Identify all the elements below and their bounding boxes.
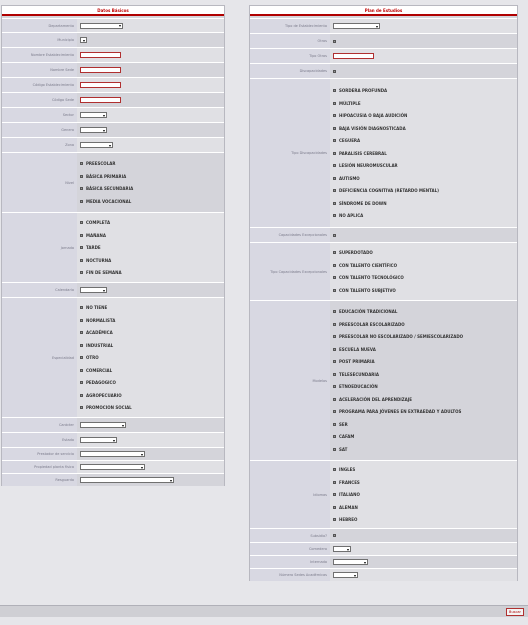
checkbox[interactable] xyxy=(333,435,336,438)
especialidad-option[interactable]: NO TIENE xyxy=(80,301,224,314)
row-especialidad xyxy=(2,297,224,417)
label-propiedad: Propiedad planta física xyxy=(2,461,77,473)
label-codigo-sede: Código Sede xyxy=(2,93,77,107)
checkbox[interactable] xyxy=(80,356,83,359)
estado-select[interactable] xyxy=(80,437,117,443)
row-estado xyxy=(2,432,224,447)
discapacidad-option[interactable]: HIPOACUSIA O BAJA AUDICIÓN xyxy=(333,109,517,122)
checkbox[interactable] xyxy=(80,200,83,203)
idioma-option[interactable]: HEBREO xyxy=(333,513,517,526)
discapacidad-option[interactable]: SORDERA PROFUNDA xyxy=(333,84,517,97)
especialidad-option[interactable]: OTRO xyxy=(80,351,224,364)
row-discapacidades xyxy=(250,63,517,78)
bottom-bar xyxy=(0,605,528,617)
modelo-option[interactable]: EDUCACIÓN TRADICIONAL xyxy=(333,306,517,319)
jornada-option[interactable]: MAÑANA xyxy=(80,229,224,242)
checkbox[interactable] xyxy=(333,289,336,292)
row-prestador xyxy=(2,447,224,460)
label-jornada: Jornada xyxy=(2,213,77,282)
label-estado: Estado xyxy=(2,433,77,447)
capacidad-option[interactable]: CON TALENTO TECNOLÓGICO xyxy=(333,272,517,285)
checkbox[interactable] xyxy=(333,264,336,267)
discapacidad-option[interactable]: MÚLTIPLE xyxy=(333,97,517,110)
label-tipo-discapacidades: Tipo Discapacidades xyxy=(250,79,330,227)
prestador-select[interactable] xyxy=(80,451,145,457)
modelo-option[interactable]: SAT xyxy=(333,443,517,456)
checkbox[interactable] xyxy=(333,276,336,279)
row-propiedad xyxy=(2,460,224,473)
checkbox[interactable] xyxy=(80,394,83,397)
modelo-option[interactable]: PREESCOLAR ESCOLARIZADO xyxy=(333,318,517,331)
checkbox[interactable] xyxy=(333,189,336,192)
row-tipo-establecimiento xyxy=(250,18,517,33)
label-municipio: Municipio xyxy=(2,33,77,47)
especialidad-option[interactable]: AGROPECUARIO xyxy=(80,389,224,402)
row-nivel xyxy=(2,152,224,212)
row-nombre-sede xyxy=(2,62,224,77)
jornada-option[interactable]: TARDE xyxy=(80,241,224,254)
discapacidad-option[interactable]: AUTISMO xyxy=(333,172,517,185)
especialidad-option[interactable]: COMERCIAL xyxy=(80,364,224,377)
modelo-option[interactable]: POST PRIMARIA xyxy=(333,356,517,369)
especialidad-option[interactable]: PEDAGOGICO xyxy=(80,376,224,389)
checkbox[interactable] xyxy=(333,323,336,326)
checkbox[interactable] xyxy=(80,344,83,347)
tipo-establecimiento-select[interactable] xyxy=(333,23,380,29)
checkbox[interactable] xyxy=(80,381,83,384)
checkbox[interactable] xyxy=(80,369,83,372)
checkbox[interactable] xyxy=(80,221,83,224)
especialidad-option[interactable]: INDUSTRIAL xyxy=(80,339,224,352)
checkbox[interactable] xyxy=(80,187,83,190)
checkbox[interactable] xyxy=(333,114,336,117)
checkbox[interactable] xyxy=(333,468,336,471)
row-tipo-capacidades xyxy=(250,242,517,300)
checkbox[interactable] xyxy=(333,360,336,363)
checkbox[interactable] xyxy=(80,259,83,262)
checkbox[interactable] xyxy=(333,102,336,105)
nivel-option[interactable]: MEDIA VOCACIONAL xyxy=(80,195,224,208)
checkbox[interactable] xyxy=(80,175,83,178)
checkbox[interactable] xyxy=(333,373,336,376)
checkbox[interactable] xyxy=(80,234,83,237)
row-numero-sedes xyxy=(250,568,517,581)
codigo-sede-input[interactable] xyxy=(80,97,121,103)
label-especialidad: Especialidad xyxy=(2,298,77,417)
row-resguardo xyxy=(2,473,224,486)
checkbox[interactable] xyxy=(333,410,336,413)
propiedad-select[interactable] xyxy=(80,464,145,470)
discapacidades-checkbox[interactable] xyxy=(333,70,336,73)
checkbox[interactable] xyxy=(80,246,83,249)
label-nivel: Nivel xyxy=(2,153,77,212)
modelo-option[interactable]: ETNOEDUCACIÓN xyxy=(333,381,517,394)
checkbox[interactable] xyxy=(333,398,336,401)
codigo-establecimiento-input[interactable] xyxy=(80,82,121,88)
checkbox[interactable] xyxy=(333,448,336,451)
nombre-sede-input[interactable] xyxy=(80,67,121,73)
modelo-option[interactable]: ESCUELA NUEVA xyxy=(333,343,517,356)
modelo-option[interactable]: ACELERACIÓN DEL APRENDIZAJE xyxy=(333,393,517,406)
jornada-option[interactable]: COMPLETA xyxy=(80,216,224,229)
idioma-option[interactable]: INGLES xyxy=(333,463,517,476)
modelo-option[interactable]: PREESCOLAR NO ESCOLARIZADO / SEMIESCOLARIZADO xyxy=(333,331,517,344)
comedero-select[interactable] xyxy=(333,546,351,552)
checkbox[interactable] xyxy=(333,139,336,142)
checkbox[interactable] xyxy=(80,406,83,409)
checkbox[interactable] xyxy=(333,152,336,155)
label-tipo-capacidades: Tipo Capacidades Excepcionales xyxy=(250,243,330,300)
label-capacidades: Capacidades Excepcionales xyxy=(250,228,330,242)
discapacidad-option[interactable]: NO APLICA xyxy=(333,209,517,222)
label-otros: Otros xyxy=(250,34,330,48)
checkbox[interactable] xyxy=(333,385,336,388)
especialidad-option[interactable]: NORMALISTA xyxy=(80,314,224,327)
checkbox[interactable] xyxy=(333,348,336,351)
buscar-button[interactable]: Buscar xyxy=(506,608,524,616)
checkbox[interactable] xyxy=(80,271,83,274)
checkbox[interactable] xyxy=(80,306,83,309)
row-nombre-establecimiento xyxy=(2,47,224,62)
idioma-option[interactable]: ITALIANO xyxy=(333,488,517,501)
checkbox[interactable] xyxy=(333,251,336,254)
tipo-otros-input[interactable] xyxy=(333,53,374,59)
modelo-option[interactable]: SER xyxy=(333,418,517,431)
row-departamento xyxy=(2,18,224,32)
otros-checkbox[interactable] xyxy=(333,40,336,43)
row-modelos xyxy=(250,300,517,460)
label-tipo-establecimiento: Tipo de Establecimiento xyxy=(250,19,330,33)
jornada-option[interactable]: FIN DE SEMANA xyxy=(80,266,224,279)
label-idiomas: Idiomas xyxy=(250,461,330,528)
label-tipo-otros: Tipo Otros xyxy=(250,49,330,63)
label-codigo-establecimiento: Código Establecimiento xyxy=(2,78,77,92)
label-calendario: Calendario xyxy=(2,283,77,297)
idioma-option[interactable]: ALEMAN xyxy=(333,501,517,514)
caracter-select[interactable] xyxy=(80,422,126,428)
capacidad-option[interactable]: SUPERDOTADO xyxy=(333,247,517,260)
row-municipio xyxy=(2,32,224,47)
label-sector: Sector xyxy=(2,108,77,122)
nivel-option[interactable]: BÁSICA SECUNDARIA xyxy=(80,183,224,196)
label-departamento: Departamento xyxy=(2,19,77,32)
checkbox[interactable] xyxy=(333,177,336,180)
row-tipo-otros xyxy=(250,48,517,63)
calendario-select[interactable] xyxy=(80,287,107,293)
row-codigo-sede xyxy=(2,92,224,107)
checkbox[interactable] xyxy=(333,423,336,426)
label-caracter: Carácter xyxy=(2,418,77,432)
capacidades-checkbox[interactable] xyxy=(333,234,336,237)
genero-select[interactable] xyxy=(80,127,107,133)
especialidad-option[interactable]: ACADÉMICA xyxy=(80,326,224,339)
label-nombre-sede: Nombre Sede xyxy=(2,63,77,77)
row-subsidio xyxy=(250,528,517,542)
label-comedero: Comedero xyxy=(250,543,330,555)
idioma-option[interactable]: FRANCES xyxy=(333,476,517,489)
nombre-establecimiento-input[interactable] xyxy=(80,52,121,58)
row-zona xyxy=(2,137,224,152)
sector-select[interactable] xyxy=(80,112,107,118)
label-subsidio: Subsidio? xyxy=(250,529,330,542)
checkbox[interactable] xyxy=(333,481,336,484)
label-nombre-establecimiento: Nombre Establecimiento xyxy=(2,48,77,62)
label-prestador: Prestador de servicio xyxy=(2,448,77,460)
checkbox[interactable] xyxy=(333,493,336,496)
label-internado: Internado xyxy=(250,556,330,568)
especialidad-option[interactable]: PROMOCION SOCIAL xyxy=(80,401,224,414)
label-zona: Zona xyxy=(2,138,77,152)
discapacidad-option[interactable]: PARALISIS CEREBRAL xyxy=(333,147,517,160)
modelo-option[interactable]: PROGRAMA PARA JÓVENES EN EXTRAEDAD Y ADULTOS xyxy=(333,406,517,419)
discapacidad-option[interactable]: SÍNDROME DE DOWN xyxy=(333,197,517,210)
plan-de-estudios-panel xyxy=(249,5,518,581)
row-codigo-establecimiento xyxy=(2,77,224,92)
row-capacidades xyxy=(250,227,517,242)
checkbox[interactable] xyxy=(333,89,336,92)
checkbox[interactable] xyxy=(333,518,336,521)
row-sector xyxy=(2,107,224,122)
capacidad-option[interactable]: CON TALENTO SUBJETIVO xyxy=(333,284,517,297)
checkbox[interactable] xyxy=(333,127,336,130)
subsidio-checkbox[interactable] xyxy=(333,534,336,537)
modelo-option[interactable]: CAFAM xyxy=(333,431,517,444)
municipio-select[interactable] xyxy=(80,37,87,43)
label-resguardo: Resguardo xyxy=(2,474,77,486)
internado-select[interactable] xyxy=(333,559,368,565)
checkbox[interactable] xyxy=(333,310,336,313)
checkbox[interactable] xyxy=(333,214,336,217)
nivel-option[interactable]: BÁSICA PRIMARIA xyxy=(80,170,224,183)
checkbox[interactable] xyxy=(80,162,83,165)
panel-title-plan-de-estudios: Plan de Estudios xyxy=(250,6,517,16)
checkbox[interactable] xyxy=(80,331,83,334)
nivel-option[interactable]: PREESCOLAR xyxy=(80,158,224,171)
checkbox[interactable] xyxy=(333,164,336,167)
row-genero xyxy=(2,122,224,137)
discapacidad-option[interactable]: BAJA VISIÓN DIAGNOSTICADA xyxy=(333,122,517,135)
row-comedero xyxy=(250,542,517,555)
checkbox[interactable] xyxy=(333,335,336,338)
row-calendario xyxy=(2,282,224,297)
modelo-option[interactable]: TELESECUNDARIA xyxy=(333,368,517,381)
jornada-option[interactable]: NOCTURNA xyxy=(80,254,224,267)
row-otros xyxy=(250,33,517,48)
row-idiomas xyxy=(250,460,517,528)
discapacidad-option[interactable]: CEGUERA xyxy=(333,134,517,147)
row-jornada xyxy=(2,212,224,282)
numero-sedes-select[interactable] xyxy=(333,572,358,578)
row-internado xyxy=(250,555,517,568)
label-modelos: Modelos xyxy=(250,301,330,460)
panel-title-datos-basicos: Datos Básicos xyxy=(2,6,224,16)
label-numero-sedes: Número Sedes Académicas xyxy=(250,569,330,581)
row-tipo-discapacidades xyxy=(250,78,517,227)
row-caracter xyxy=(2,417,224,432)
resguardo-select[interactable] xyxy=(80,477,174,483)
datos-basicos-panel xyxy=(1,5,225,486)
checkbox[interactable] xyxy=(333,506,336,509)
label-discapacidades: Discapacidades xyxy=(250,64,330,78)
zona-select[interactable] xyxy=(80,142,113,148)
capacidad-option[interactable]: CON TALENTO CIENTÍFICO xyxy=(333,259,517,272)
discapacidad-option[interactable]: LESIÓN NEUROMUSCULAR xyxy=(333,159,517,172)
label-genero: Genero xyxy=(2,123,77,137)
checkbox[interactable] xyxy=(333,202,336,205)
departamento-select[interactable] xyxy=(80,23,123,29)
checkbox[interactable] xyxy=(80,319,83,322)
discapacidad-option[interactable]: DEFICIENCIA COGNITIVA (RETARDO MENTAL) xyxy=(333,184,517,197)
